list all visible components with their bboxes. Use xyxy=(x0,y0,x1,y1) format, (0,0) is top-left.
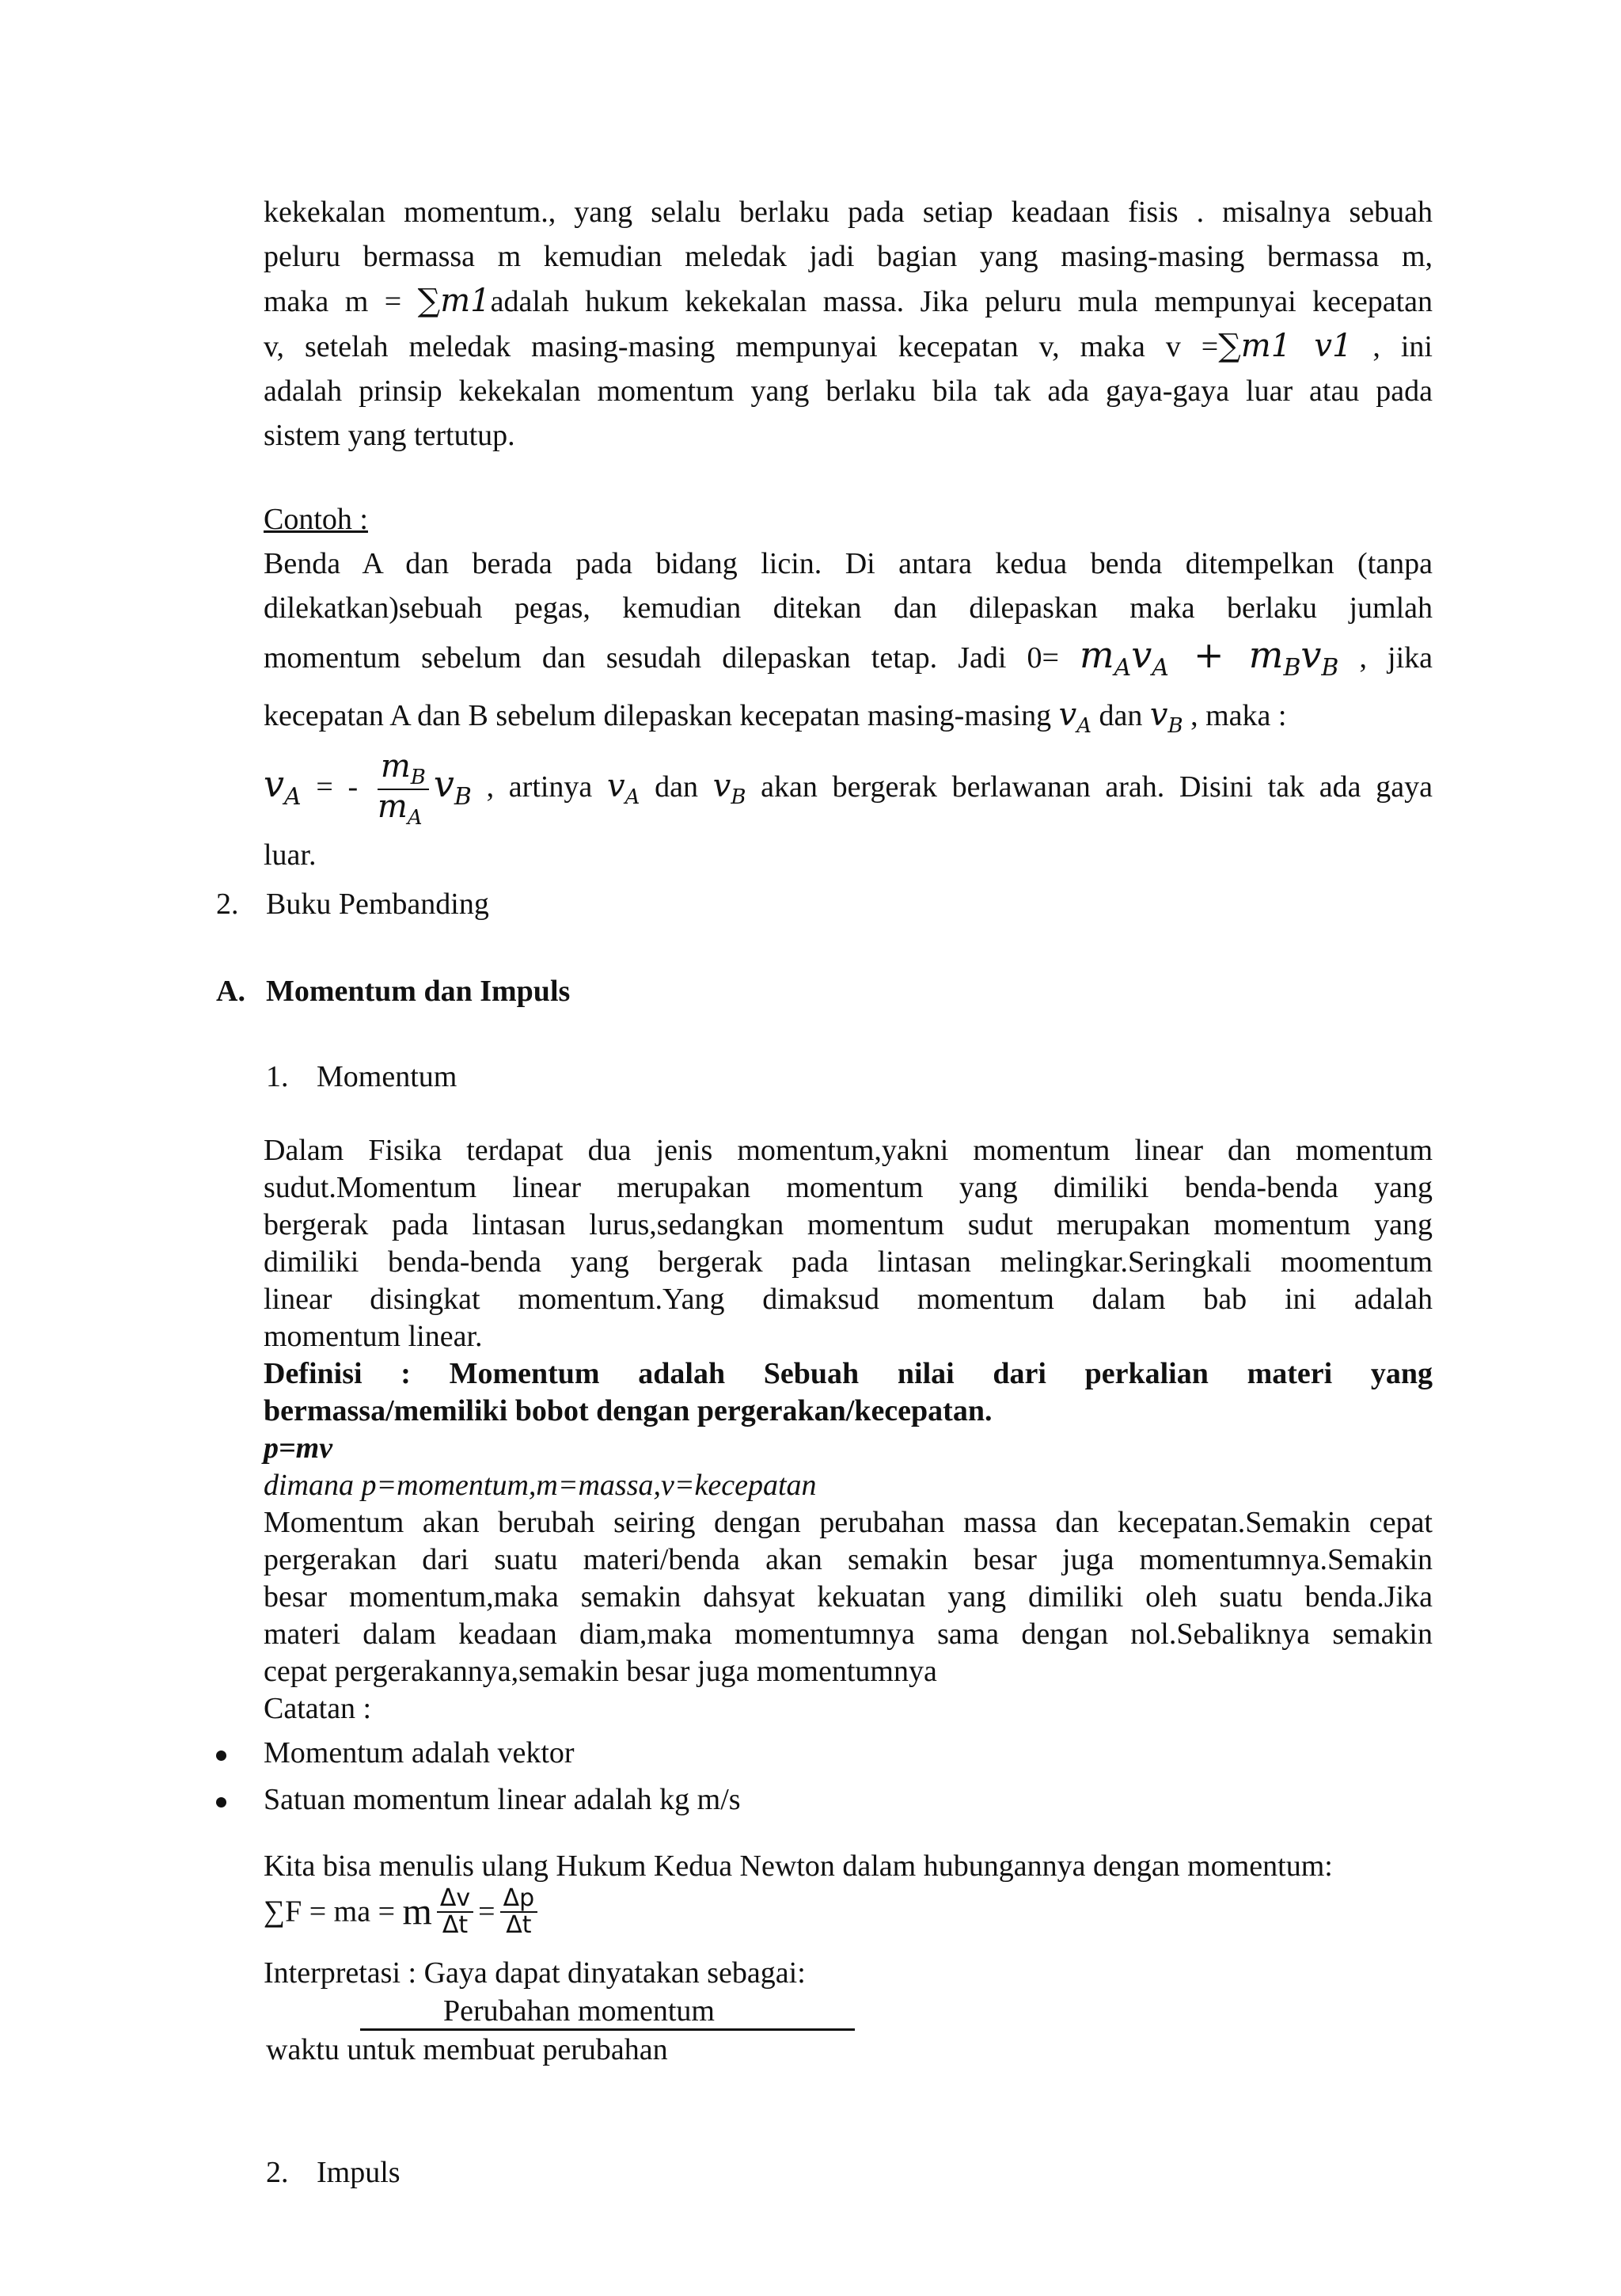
example-label: Contoh : xyxy=(264,503,368,536)
subsection-number: 2. xyxy=(266,2156,289,2189)
interpretation-line: Interpretasi : Gaya dapat dinyatakan sebagai: xyxy=(264,1956,806,1990)
paragraph-momentum-change xyxy=(264,1504,1433,1728)
section-letter: A. xyxy=(216,975,245,1008)
text-line: $v_A$ = - $\frac{m_B}{m_A}$ $v_B$ , artinya $v_A$ dan $v_B$ akan bergerak berlawanan arah. Disini tak ada gaya xyxy=(264,748,1433,831)
text-line: sistem yang tertutup. xyxy=(264,419,515,452)
fraction-numerator: Perubahan momentum xyxy=(443,1994,715,2028)
section-heading: Momentum dan Impuls xyxy=(266,975,571,1008)
example-section xyxy=(264,497,1433,877)
bullet-icon xyxy=(216,1797,226,1808)
text-line: kekekalan momentum., yang selalu berlaku pada setiap keadaan fisis . misalnya sebuah xyxy=(264,196,1433,229)
text-line: besar momentum,maka semakin dahsyat kekuatan yang dimiliki oleh suatu benda.Jika xyxy=(264,1580,1433,1614)
definition-block xyxy=(264,1355,1433,1504)
dp-dt-fraction: $\frac{\Delta p}{\Delta t}$ xyxy=(500,1886,538,1937)
text-line: dimiliki benda-benda yang bergerak pada lintasan melingkar.Seringkali moomentum xyxy=(264,1245,1433,1279)
newton-intro: Kita bisa menulis ulang Hukum Kedua Newton dalam hubungannya dengan momentum: xyxy=(264,1849,1333,1883)
text-line: bergerak pada lintasan lurus,sedangkan momentum sudut merupakan momentum yang xyxy=(264,1208,1433,1241)
text-line: luar. xyxy=(264,838,317,872)
text-line: Dalam Fisika terdapat dua jenis momentum,yakni momentum linear dan momentum xyxy=(264,1134,1433,1167)
subsection-title: Momentum xyxy=(317,1060,457,1093)
text-line: adalah prinsip kekekalan momentum yang berlaku bila tak ada gaya-gaya luar atau pada xyxy=(264,374,1433,408)
formula: p=mv xyxy=(264,1431,333,1465)
list-item: Satuan momentum linear adalah kg m/s xyxy=(264,1783,741,1816)
text-line: sudut.Momentum linear merupakan momentum yang dimiliki benda-benda yang xyxy=(264,1171,1433,1204)
section-title: Buku Pembanding xyxy=(266,888,489,921)
section-number: 2. xyxy=(216,888,239,921)
fraction-bar xyxy=(360,2028,855,2031)
text-line: peluru bermassa m kemudian meledak jadi bagian yang masing-masing bermassa m, xyxy=(264,240,1433,273)
text-line: maka m = ∑m1adalah hukum kekekalan massa. Jika peluru mula mempunyai kecepatan xyxy=(264,283,1433,319)
text-line: materi dalam keadaan diam,maka momentumnya sama dengan nol.Sebaliknya semakin xyxy=(264,1617,1433,1651)
fraction-denominator: waktu untuk membuat perubahan xyxy=(266,2033,668,2066)
definition-line: bermassa/memiliki bobot dengan pergerakan/kecepatan. xyxy=(264,1394,993,1427)
paragraph-conservation xyxy=(264,190,1433,458)
text-line: momentum linear. xyxy=(264,1320,483,1353)
paragraph-momentum-types xyxy=(264,1132,1433,1355)
subsection-title: Impuls xyxy=(317,2156,401,2189)
text-line: dilekatkan)sebuah pegas, kemudian ditekan dan dilepaskan maka berlaku jumlah xyxy=(264,591,1433,625)
text-line: momentum sebelum dan sesudah dilepaskan tetap. Jadi $0= m_Av_A + m_Bv_B$ , jika xyxy=(264,633,1433,682)
formula-legend: dimana p=momentum,m=massa,v=kecepatan xyxy=(264,1469,817,1502)
newton-equation: ∑F = ma = m $\frac{\Delta v}{\Delta t}$ = $\frac{\Delta p}{\Delta t}$ xyxy=(264,1886,542,1937)
text-line: v, setelah meledak masing-masing mempunyai kecepatan v, maka v =∑m1 v1 , ini xyxy=(264,328,1433,364)
notes-label: Catatan : xyxy=(264,1692,372,1725)
bullet-icon xyxy=(216,1751,226,1761)
text-line: cepat pergerakannya,semakin besar juga momentumnya xyxy=(264,1655,937,1688)
dv-dt-fraction: $\frac{\Delta v}{\Delta t}$ xyxy=(437,1886,473,1937)
text-line: pergerakan dari suatu materi/benda akan semakin besar juga momentumnya.Semakin xyxy=(264,1543,1433,1576)
text-line: linear disingkat momentum.Yang dimaksud momentum dalam bab ini adalah xyxy=(264,1283,1433,1316)
text-line: kecepatan A dan B sebelum dilepaskan kecepatan masing-masing $v_A$ dan $v_B$ , maka : xyxy=(264,697,1287,739)
text-line: Benda A dan berada pada bidang licin. Di antara kedua benda ditempelkan (tanpa xyxy=(264,547,1433,580)
subsection-number: 1. xyxy=(266,1060,289,1093)
text-line: Momentum akan berubah seiring dengan perubahan massa dan kecepatan.Semakin cepat xyxy=(264,1506,1433,1539)
list-item: Momentum adalah vektor xyxy=(264,1736,575,1770)
definition-line: Definisi : Momentum adalah Sebuah nilai dari perkalian materi yang xyxy=(264,1357,1433,1390)
mass-ratio-fraction: $\frac{m_B}{m_A}$ xyxy=(378,750,429,830)
